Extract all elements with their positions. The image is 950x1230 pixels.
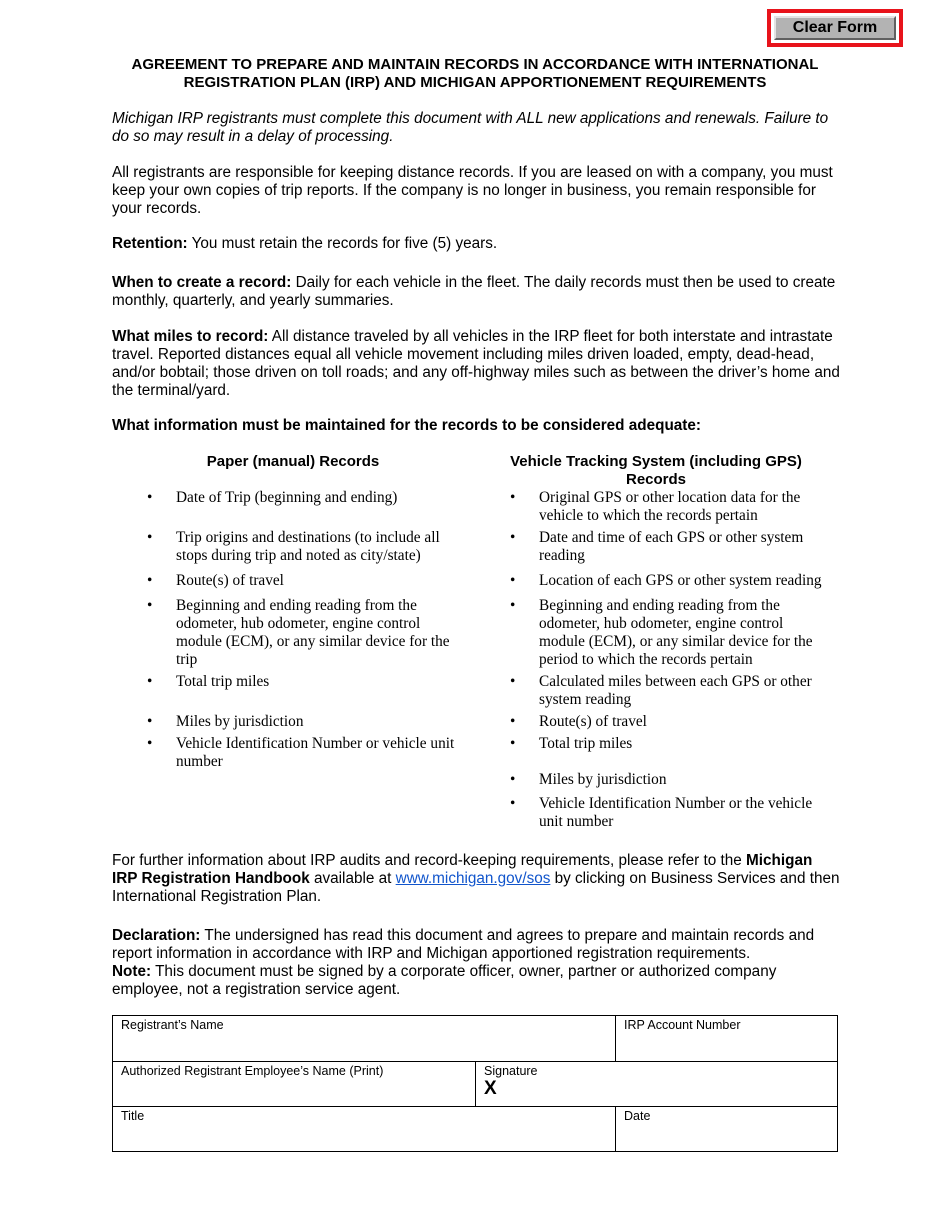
bullet-dot: • [147, 597, 153, 614]
bullet-dot: • [510, 713, 516, 730]
when-to-create-text: Daily for each vehicle in the fleet. The daily records must then be used to create monthly, quarterly, and yearly summaries. [112, 274, 836, 309]
note-text: This document must be signed by a corporate officer, owner, partner or authorized company employee, not a registration service agent. [112, 963, 777, 998]
gps-item: • Miles by jurisdiction [510, 771, 667, 788]
bullet-dot: • [147, 489, 153, 506]
bullet-dot: • [510, 735, 516, 752]
paper-item: • Route(s) of travel [147, 572, 284, 589]
bullet-dot: • [510, 572, 516, 589]
paper-records-heading: Paper (manual) Records [206, 453, 380, 470]
handbook-title: Michigan IRP Registration Handbook [112, 852, 813, 887]
further-info-paragraph: For further information about IRP audits and record-keeping requirements, please refer to the Michigan IRP Registration Handbook available at www.michigan.gov/sos by clicking on Business Services and then International Registration Plan. [112, 852, 840, 905]
declaration-label: Declaration: [112, 927, 201, 944]
when-to-create-paragraph [112, 274, 840, 310]
intro-notice: Michigan IRP registrants must complete this document with ALL new applications and renewals. Failure to do so may result in a delay of processing. [112, 110, 829, 145]
registrant-name-label: Registrant’s Name [121, 1018, 224, 1032]
what-miles-label: What miles to record: [112, 328, 269, 345]
gps-item: • Route(s) of travel [510, 713, 647, 730]
date-field[interactable] [616, 1107, 837, 1151]
gps-item: • Location of each GPS or other system reading [510, 572, 822, 589]
registrant-form [112, 1015, 838, 1152]
bullet-dot: • [510, 673, 516, 690]
gps-item: • Date and time of each GPS or other system reading [510, 529, 804, 564]
retention-paragraph [112, 235, 840, 253]
paper-item: • Trip origins and destinations (to include all stops during trip and noted as city/state) [147, 529, 440, 564]
what-miles-paragraph [112, 328, 840, 400]
bullet-dot: • [147, 713, 153, 730]
signature-label: Signature [484, 1064, 538, 1078]
title-field[interactable] [113, 1107, 615, 1151]
paper-item: • Total trip miles [147, 673, 270, 690]
bullet-dot: • [510, 529, 516, 546]
bullet-dot: • [510, 597, 516, 614]
bullet-dot: • [510, 489, 516, 506]
paper-item: • Beginning and ending reading from the odometer, hub odometer, engine control module (ECM), or any similar device for the trip [147, 597, 450, 668]
gps-records-heading [475, 453, 837, 489]
paper-item: • Miles by jurisdiction [147, 713, 304, 730]
clear-form-button[interactable]: Clear Form [774, 16, 896, 40]
paper-item: • Vehicle Identification Number or vehicle unit number [147, 735, 455, 770]
declaration-paragraph [112, 927, 840, 999]
date-label: Date [624, 1109, 651, 1123]
bullet-dot: • [147, 735, 153, 752]
gps-item: • Calculated miles between each GPS or other system reading [510, 673, 812, 708]
gps-item: • Beginning and ending reading from the odometer, hub odometer, engine control module (ECM), or any similar device for the period to which the records pertain [510, 597, 813, 668]
gps-heading-line-1: Vehicle Tracking System (including GPS) [510, 453, 802, 470]
irp-account-number-label: IRP Account Number [624, 1018, 741, 1032]
retention-text: You must retain the records for five (5) years. [187, 235, 498, 252]
retention-label: Retention: [112, 235, 188, 252]
bullet-dot: • [147, 572, 153, 589]
info-heading: What information must be maintained for the records to be considered adequate: [112, 417, 702, 434]
employee-name-field[interactable] [113, 1062, 475, 1106]
signature-field[interactable] [476, 1062, 837, 1106]
sos-website-link[interactable]: www.michigan.gov/sos [395, 870, 551, 887]
title-label: Title [121, 1109, 145, 1123]
irp-account-number-field[interactable] [616, 1016, 837, 1061]
declaration-text: The undersigned has read this document and agrees to prepare and maintain records and report information in accordance with IRP and Michigan apportioned registration requirements. [112, 927, 815, 962]
note-label: Note: [112, 963, 152, 980]
gps-item: • Original GPS or other location data for the vehicle to which the records pertain [510, 489, 801, 524]
title-line-2: REGISTRATION PLAN (IRP) AND MICHIGAN APPORTIONEMENT REQUIREMENTS [183, 74, 767, 91]
bullet-dot: • [510, 795, 516, 812]
gps-heading-line-2: Records [625, 471, 687, 488]
signature-x-mark: X [484, 1078, 497, 1099]
when-to-create-label: When to create a record: [112, 274, 292, 291]
paper-item: • Date of Trip (beginning and ending) [147, 489, 398, 506]
gps-item: • Vehicle Identification Number or the vehicle unit number [510, 795, 813, 830]
title-line-1: AGREEMENT TO PREPARE AND MAINTAIN RECORDS IN ACCORDANCE WITH INTERNATIONAL [131, 56, 819, 73]
bullet-dot: • [510, 771, 516, 788]
employee-name-label: Authorized Registrant Employee’s Name (Print) [121, 1064, 384, 1078]
bullet-dot: • [147, 673, 153, 690]
registrant-name-field[interactable] [113, 1016, 615, 1061]
bullet-dot: • [147, 529, 153, 546]
what-miles-text: All distance traveled by all vehicles in the IRP fleet for both interstate and intrastate travel. Reported distances equal all vehicle movement including miles driven loaded, empty, dead-head, and/or bobtail; those driven on toll roads; and any off-highway miles such as between the driver’s home and the terminal/yard. [112, 328, 840, 399]
gps-item: • Total trip miles [510, 735, 633, 752]
document-title [100, 56, 850, 92]
clear-form-frame [767, 9, 903, 47]
responsibility-paragraph: All registrants are responsible for keeping distance records. If you are leased on with a company, you must keep your own copies of trip reports. If the company is no longer in business, you remain responsible for your records. [112, 164, 833, 217]
